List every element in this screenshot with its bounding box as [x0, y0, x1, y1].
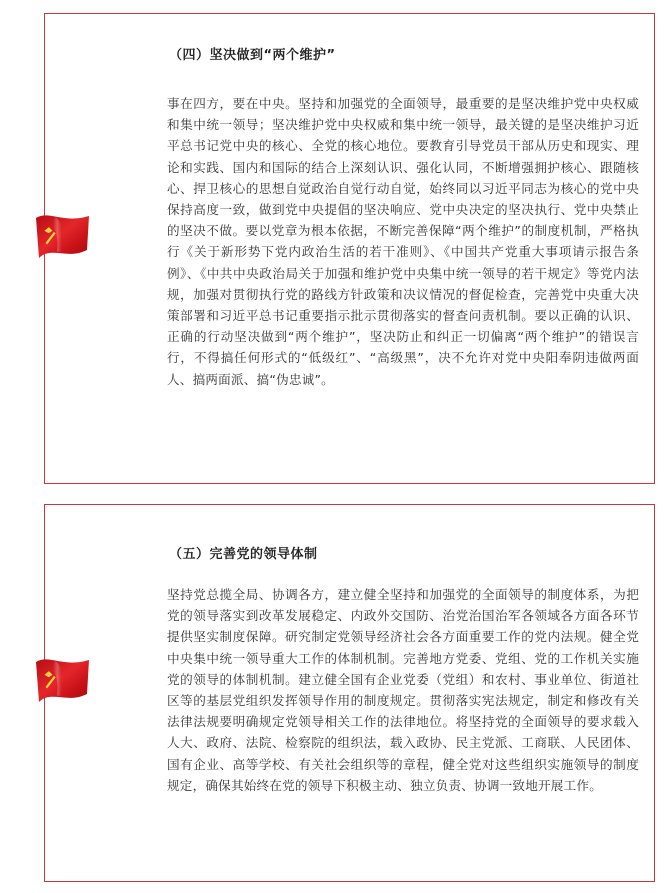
section-heading: （五）完善党的领导体制 — [169, 547, 318, 562]
section-card-5 — [44, 504, 655, 882]
section-body: 事在四方，要在中央。坚持和加强党的全面领导，最重要的是坚决维护党中央权威和集中统一领导；坚决维护党中央权威和集中统一领导，最关键的是坚决维护习近平总书记党中央的核心、全党的核心地位。要教育引导党员干部从历史和现实、理论和实践、国内和国际的结合上深刻认识、强化认同，不断增强拥护核心、跟随核心、捍卫核心的思想自觉政治自觉行动自觉，始终同以习近平同志为核心的党中央保持高度一致，做到党中央提倡的坚决响应、党中央决定的坚决执行、党中央禁止的坚决不做。要以党章为根本依据，不断完善保障“两个维护”的制度机制，严格执行《关于新形势下党内政治生活的若干准则》、《中国共产党重大事项请示报告条例》、《中共中央政治局关于加强和维护党中央集中统一领导的若干规定》等党内法规，加强对贯彻执行党的路线方针政策和决议情况的督促检查，完善党中央重大决策部署和习近平总书记重要指示批示贯彻落实的督查问责机制。要以正确的认识、正确的行动坚决做到“两个维护”，坚决防止和纠正一切偏离“两个维护”的错误言行，不得搞任何形式的“低级红”、“高级黑”，决不允许对党中央阳奉阴违做两面人、搞两面派、搞“伪忠诚”。 — [167, 96, 639, 387]
party-flag-icon — [33, 650, 93, 710]
section-body: 坚持党总揽全局、协调各方，建立健全坚持和加强党的全面领导的制度体系，为把党的领导落实到改革发展稳定、内政外交国防、治党治国治军各领域各方面各环节提供坚实制度保障。研究制定党领导经济社会各方面重要工作的党内法规。健全党中央集中统一领导重大工作的体制机制。完善地方党委、党组、党的工作机关实施党的领导的体制机制。建立健全国有企业党委（党组）和农村、事业单位、街道社区等的基层党组织发挥领导作用的制度规定。贯彻落实宪法规定，制定和修改有关法律法规要明确规定党领导相关工作的法律地位。将坚持党的全面领导的要求载入人大、政府、法院、检察院的组织法，载入政协、民主党派、工商联、人民团体、国有企业、高等学校、有关社会组织等的章程，健全党对这些组织实施领导的制度规定，确保其始终在党的领导下积极主动、独立负责、协调一致地开展工作。 — [167, 587, 639, 793]
party-flag-icon — [33, 206, 93, 266]
section-card-4 — [44, 13, 655, 484]
section-heading: （四）坚决做到“两个维护” — [169, 48, 336, 63]
